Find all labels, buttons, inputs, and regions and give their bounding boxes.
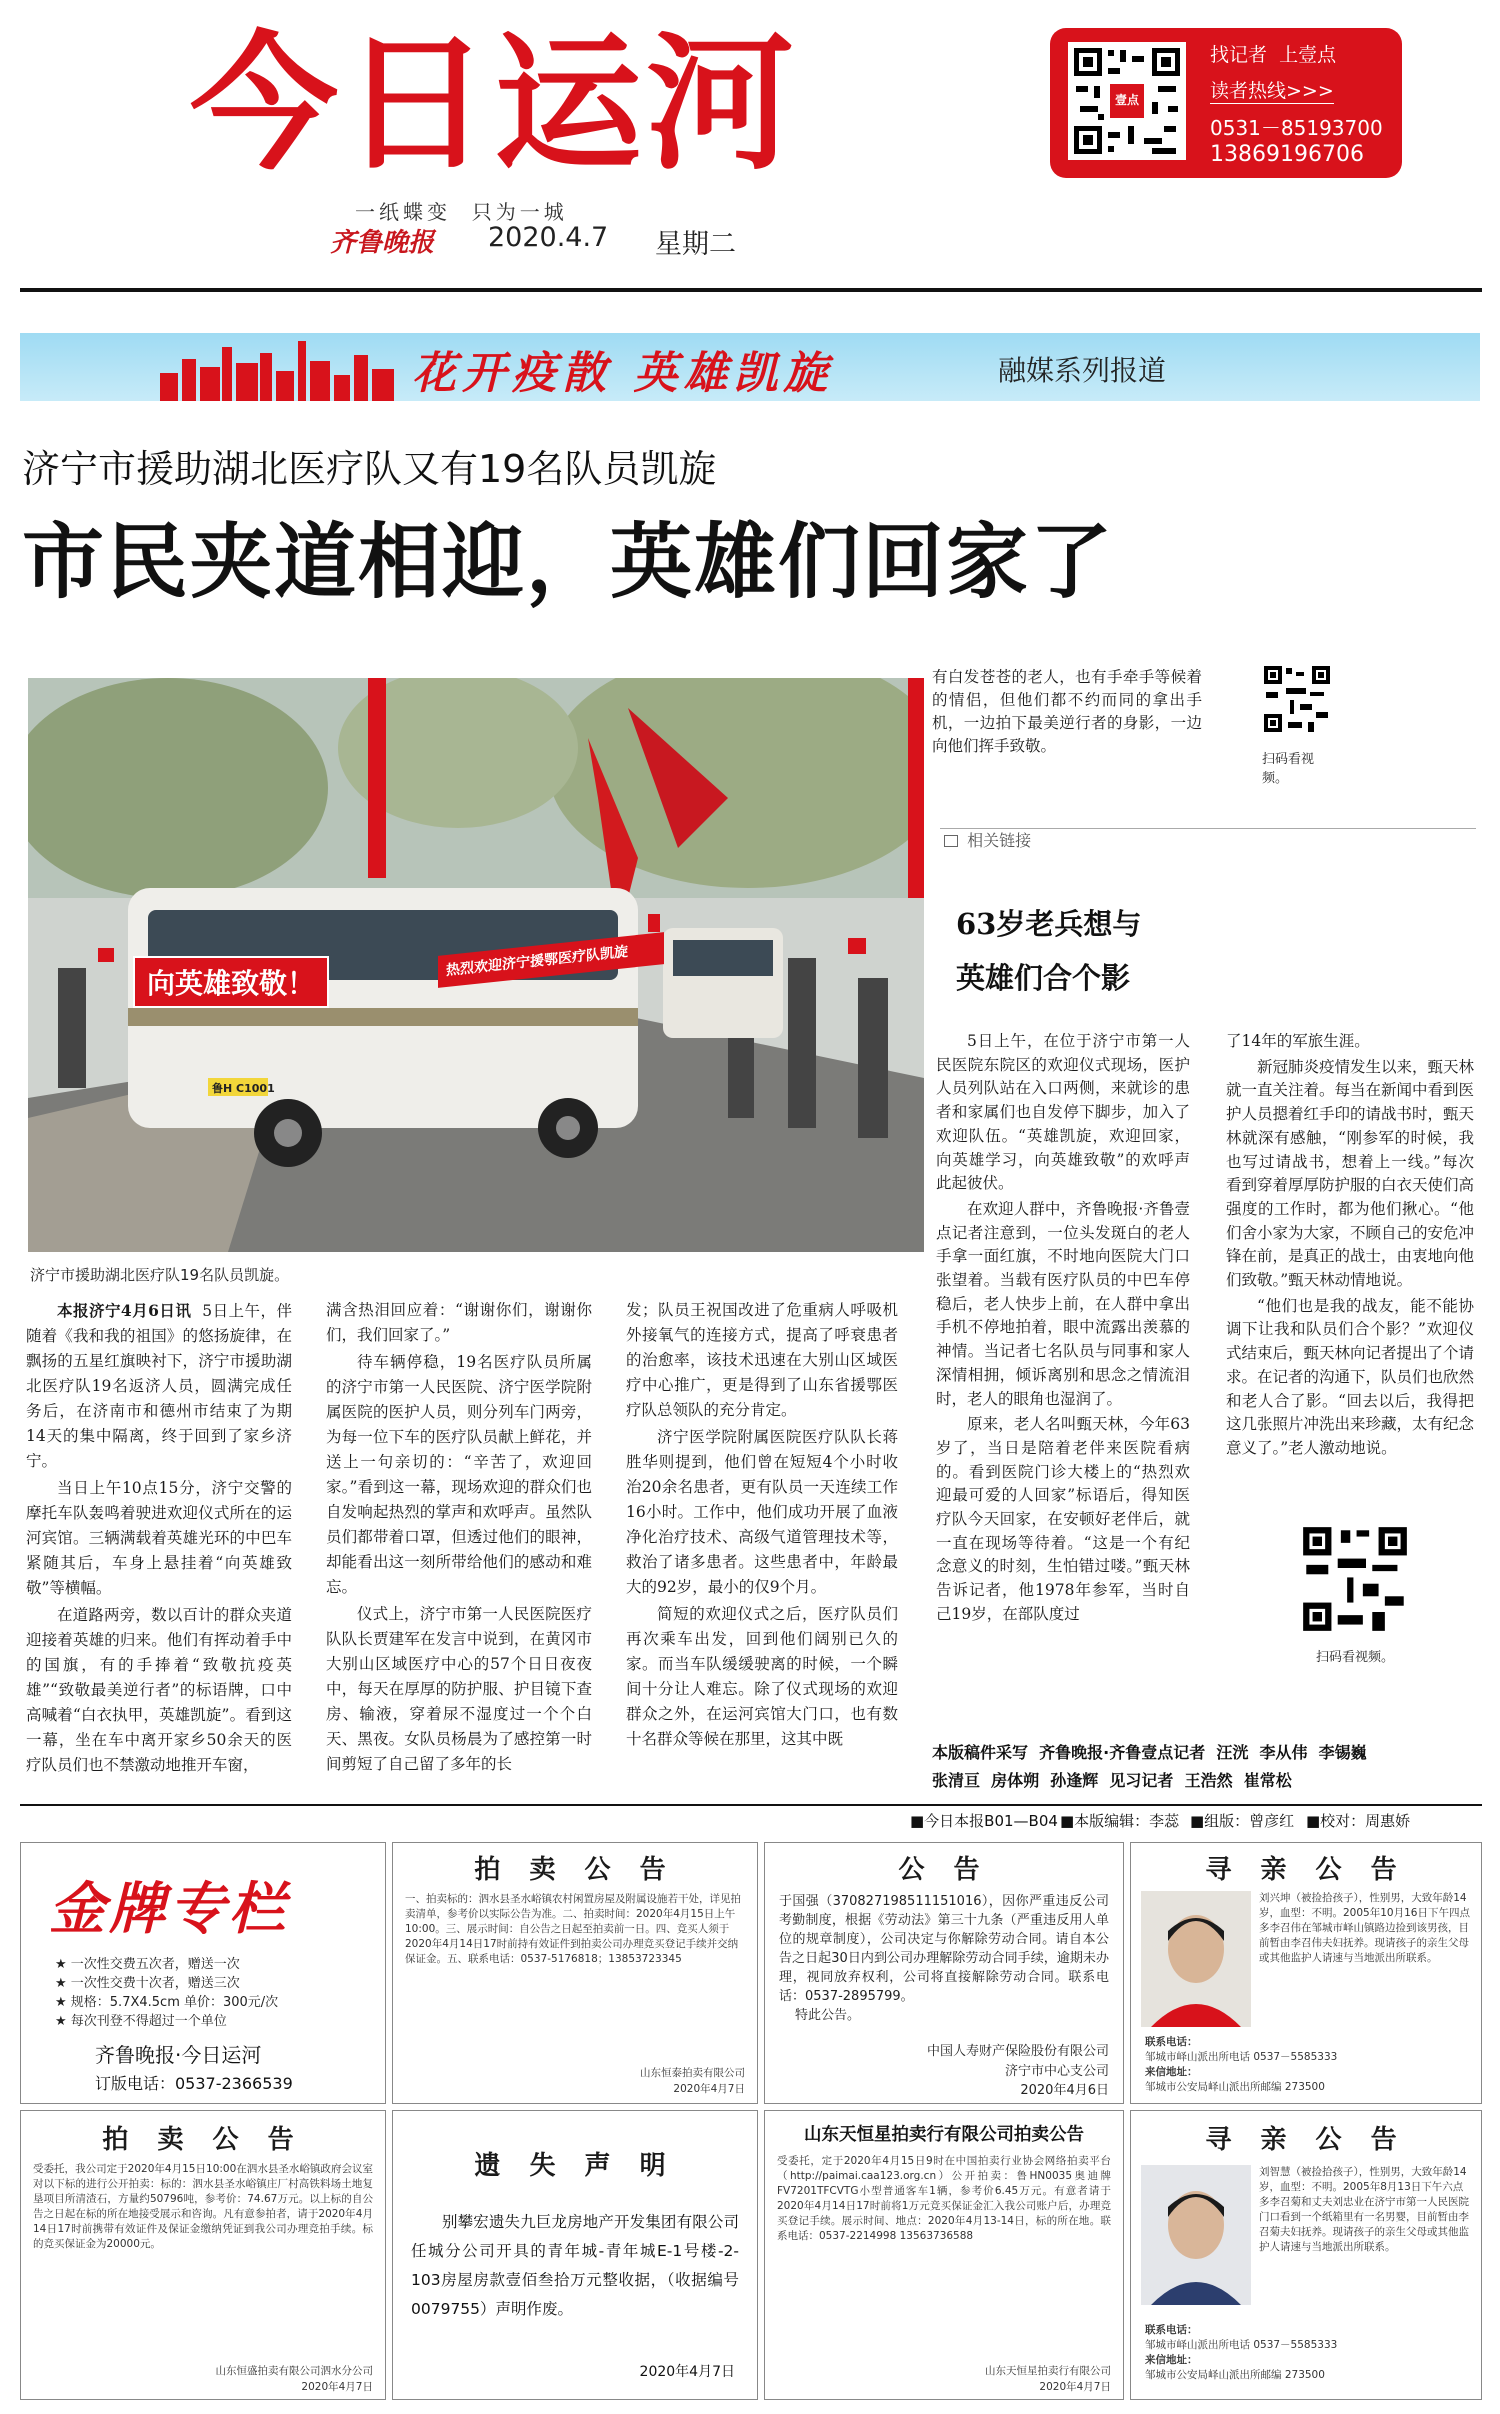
credits-line-1: 本版稿件采写 齐鲁晚报·齐鲁壹点记者 汪洸 李从伟 李锡巍 [932, 1743, 1367, 1762]
search-2-body: 刘智慧（被捡拾孩子），性别男，大致年龄14岁，血型：不明。2005年8月13日下午六点多李召菊和丈夫刘忠业在济宁市第一人民医院门口看到一个纸箱里有一名男婴，目前暂由李召菊夫妇抚养。现请孩子的亲生父母或其他监护人请速与当地派出所联系。 [1259, 2166, 1469, 2253]
page-footer-bar [20, 1804, 1482, 1836]
gold-column-title: 金牌专栏 [49, 1876, 289, 1942]
notice-end: 特此公告。 [795, 2008, 861, 2023]
sidebar-paragraph: 了14年的军旅生涯。 [1226, 1032, 1370, 1050]
auction-2-sign: 山东恒盛拍卖有限公司泗水分公司 [215, 2365, 373, 2377]
related-link-label: 相关链接 [967, 831, 1032, 850]
auction-2-body: 受委托，我公司定于2020年4月15日10:00在泗水县圣水峪镇政府会议室对以下标的进行公开拍卖：标的：泗水县圣水峪镇庄厂村高铁料场土地复垦项目所清渣石，方量约50796吨，参考价：74.67万元。以上标的自公告之日起在标的所在地接受展示和咨询。凡有意参拍者，请于2020年4月14日17时前携带有效证件及保证金缴纳凭证到我公司办理竞拍手续。标的竞买保证金为20000元。 [33, 2163, 373, 2250]
auction-1-sign: 山东恒泰拍卖有限公司 [640, 2067, 745, 2079]
search-1-contact-label: 联系电话： [1145, 2036, 1198, 2048]
footer-editor: ■本版编辑：李蕊 [1060, 1812, 1180, 1830]
auction-3-body: 受委托，定于2020年4月15日9时在中国拍卖行业协会网络拍卖平台（http://paimai.caa123.org.cn）公开拍卖：鲁HN0035奥迪牌FV7201TFCVTG小型普通客车1辆，参考价6.45万元。有意者请于2020年4月14日17时前将1万元竞买保证金汇入我公司账户后，办理竞买登记手续。展示时间、地点：2020年4月13-14日，标的所在地。联系电话：0537-2214998 13563736588 [777, 2155, 1111, 2242]
series-banner [20, 333, 1480, 401]
search-1-contact [1145, 2035, 1475, 2095]
reporter-box [1050, 28, 1402, 178]
footer-designer: ■组版：曾彦红 [1190, 1812, 1295, 1830]
auction-1-title: 拍 卖 公 告 [474, 1855, 676, 1885]
article-paragraph: 济宁医学院附属医院医疗队队长蒋胜华则提到，他们曾在短短4个小时收治20余名患者，更有队员一天连续工作16小时。工作中，他们成功开展了血液净化治疗技术、高级气道管理技术等，救治了诸多患者。这些患者中，年龄最大的92岁，最小的仅9个月。 [626, 1428, 898, 1596]
notice-title: 公 告 [898, 1855, 990, 1885]
gold-term-1: ★ 一次性交费五次者，赠送一次 [55, 1957, 240, 1972]
article-headline: 市民夹道相迎，英雄们回家了 [22, 514, 1115, 610]
auction-2-date: 2020年4月7日 [301, 2381, 373, 2393]
search-2-contact-phone: 邹城市峄山派出所电话 0537－5585333 [1145, 2339, 1338, 2351]
dateline: 本报济宁4月6日讯 [57, 1301, 192, 1320]
auction-1-body: 一、拍卖标的：泗水县圣水峪镇农村闲置房屋及附属设施若干处，详见拍卖清单，参考价以实际公告为准。二、拍卖时间：2020年4月15日上午10:00。三、展示时间：自公告之日起至拍卖前一日。四、竞买人须于2020年4月14日17时前持有效证件到拍卖公司办理竞买登记手续并交纳保证金。五、联系电话：0537-5176818；13853723345 [405, 1893, 741, 1965]
reporter-phone1: 0531－85193700 [1210, 116, 1383, 140]
search-2-child-photo [1141, 2165, 1251, 2305]
search-1-child-photo [1141, 1891, 1251, 2027]
search-1-contact-address: 邹城市公安局峄山派出所邮编 273500 [1145, 2081, 1325, 2093]
article-paragraph: 待车辆停稳，19名医疗队员所属的济宁市第一人民医院、济宁医学院附属医院的医护人员，则分列车门两旁，为每一位下车的医疗队员献上鲜花，并送上一句亲切的：“辛苦了，欢迎回家。”看到这一幕，现场欢迎的群众们也自发响起热烈的掌声和欢呼声。虽然队员们都带着口罩，但透过他们的眼神，却能看出这一刻所带给他们的感动和难忘。 [326, 1353, 592, 1596]
search-1-contact-phone: 邹城市峄山派出所电话 0537－5585333 [1145, 2051, 1338, 2063]
ad-search-relative-2 [1130, 2110, 1482, 2400]
gold-column-brand: 齐鲁晚报·今日运河 [95, 2043, 262, 2067]
search-1-body: 刘兴坤（被捡拾孩子），性别男，大致年龄14岁，血型：不明。2005年10月16日下午四点多李召伟在邹城市峄山镇路边捡到该男孩，目前暂由李召伟夫妇抚养。现请孩子的亲生父母或其他监护人请速与当地派出所联系。 [1259, 1892, 1470, 1964]
gold-term-4: ★ 每次刊登不得超过一个单位 [55, 2014, 227, 2029]
auction-3-date: 2020年4月7日 [1039, 2381, 1111, 2393]
photo-bus-banner-side: 热烈欢迎济宁援鄂医疗队凯旋 [438, 932, 664, 988]
footer-page-code: ■今日本报B01—B04 [910, 1812, 1058, 1830]
search-1-contact-label-2: 来信地址： [1145, 2066, 1198, 2078]
lost-body: 别攀宏遗失九巨龙房地产开发集团有限公司任城分公司开具的青年城-青年城E-1号楼-2-103房屋房款壹佰叁拾万元整收据，（收据编号0079755）声明作废。 [411, 2213, 739, 2318]
gold-column-terms [55, 1955, 278, 2031]
gold-term-2: ★ 一次性交费十次者，赠送三次 [55, 1976, 240, 1991]
article-column-2 [326, 1298, 592, 1779]
gold-column-phone: 订版电话：0537-2366539 [95, 2074, 293, 2093]
masthead-slogan: 一纸蝶变 只为一城 [355, 200, 568, 224]
photo-license-plate: 鲁H C1001 [212, 1082, 275, 1095]
auction-2-title: 拍 卖 公 告 [102, 2125, 304, 2155]
search-2-contact-label: 联系电话： [1145, 2324, 1198, 2336]
article-paragraph: 有白发苍苍的老人，也有手牵手等候着的情侣，但他们都不约而同的拿出手机，一边拍下最美逆行者的身影，一边向他们挥手致敬。 [932, 668, 1202, 755]
sidebar-column-2 [1226, 1030, 1474, 1463]
search-2-contact [1145, 2323, 1475, 2383]
notice-sign-2: 济宁市中心支公司 [1004, 2064, 1109, 2079]
photo-bus-banner-front: 向英雄致敬！ [133, 956, 329, 1008]
sidebar-paragraph: 新冠肺炎疫情发生以来，甄天林就一直关注着。每当在新闻中看到医护人员摁着红手印的请战书时，甄天林就深有感触，“刚参军的时候，我也写过请战书，想着上一线。”每次看到穿着厚厚防护服的白衣天使们高强度的工作时，都为他们揪心。“他们舍小家为大家，不顾自己的安危冲锋在前，是真正的战士，由衷地向他们致敬。”甄天林动情地说。 [1226, 1057, 1475, 1290]
article-paragraph: 在道路两旁，数以百计的群众夹道迎接着英雄的归来。他们有挥动着手中的国旗，有的手捧着“致敬抗疫英雄”“致敬最美逆行者”的标语牌，口中高喊着“白衣执甲，英雄凯旋”。看到这一幕，坐在车中离开家乡50余天的医疗队员们也不禁激动地推开车窗， [26, 1606, 292, 1774]
issue-date: 2020.4.7 [488, 222, 609, 253]
sidebar-column-1 [936, 1030, 1190, 1629]
search-2-title: 寻 亲 公 告 [1205, 2125, 1407, 2155]
notice-body: 于国强（370827198511151016），因你严重违反公司考勤制度，根据《劳动法》第三十九条（严重违反用人单位的规章制度），公司决定与你解除劳动合同。请自本公告之日起30日内到公司办理解除劳动合同手续，逾期未办理，视同放弃权利，公司将直接解除劳动合同。联系电话：0537-2895799。 [779, 1894, 1109, 2004]
reporter-qr-center-label: 壹点 [1114, 93, 1139, 107]
search-2-contact-label-2: 来信地址： [1145, 2354, 1198, 2366]
article-paragraph: 满含热泪回应着：“谢谢你们，谢谢你们，我们回家了。” [326, 1301, 592, 1344]
sidebar-paragraph: “他们也是我的战友，能不能协调下让我和队员们合个影？”欢迎仪式结束后，甄天林向记者提出了个请求。在记者的沟通下，队员们也欣然和老人合了影。“回去以后，我得把这几张照片冲洗出来珍藏，太有纪念意义了。”老人激动地说。 [1226, 1296, 1475, 1457]
article-column-1 [26, 1298, 292, 1780]
credits-line-2: 张清亘 房体朔 孙逢辉 见习记者 王浩然 崔常松 [932, 1771, 1292, 1790]
auction-1-date: 2020年4月7日 [673, 2083, 745, 2095]
qr-caption-2: 扫码看视频。 [1315, 1650, 1394, 1665]
notice-sign-1: 中国人寿财产保险股份有限公司 [926, 2044, 1109, 2059]
ad-gold-column [20, 1842, 386, 2104]
lost-date: 2020年4月7日 [639, 2364, 735, 2380]
masthead-title: 今日运河 [190, 16, 798, 190]
sidebar-title-line-1: 63岁老兵想与 [956, 907, 1142, 941]
notice-date: 2020年4月6日 [1020, 2083, 1109, 2098]
footer-proof: ■校对：周惠娇 [1306, 1812, 1411, 1830]
gold-term-3: ★ 规格：5.7X4.5cm 单价：300元/次 [55, 1995, 279, 2010]
reporter-line1: 找记者 上壹点 [1210, 44, 1337, 66]
ad-auction-3 [764, 2110, 1124, 2400]
lost-title: 遗 失 声 明 [474, 2151, 676, 2181]
article-paragraph: 5日上午，伴随着《我和我的祖国》的悠扬旋律，在飘扬的五星红旗映衬下，济宁市援助湖北医疗队19名返济人员，圆满完成任务后，在济南市和德州市结束了为期14天的集中隔离，终于回到了家乡济宁。 [26, 1302, 292, 1470]
reporter-phone2: 13869196706 [1210, 142, 1364, 167]
article-subtitle: 济宁市援助湖北医疗队又有19名队员凯旋 [22, 447, 717, 491]
photo-caption: 济宁市援助湖北医疗队19名队员凯旋。 [30, 1266, 290, 1284]
article-column-3 [626, 1298, 898, 1754]
sidebar-title-line-2: 英雄们合个影 [956, 961, 1131, 995]
article-paragraph: 仪式上，济宁市第一人民医院医疗队队长贾建军在发言中说到，在黄冈市大别山区域医疗中心的57个日日夜夜中，每天在厚厚的防护服、护目镜下查房、输液，穿着尿不湿度过一个个白天、黑夜。女队员杨晨为了感控第一时间剪短了自己留了多年的长 [326, 1605, 592, 1773]
video-qr-code-2[interactable] [1300, 1524, 1410, 1690]
video-qr-code-1[interactable] [1262, 664, 1332, 786]
masthead-rule [20, 288, 1482, 292]
ad-auction-2 [20, 2110, 386, 2400]
banner-slogan: 花开疫散 英雄凯旋 [412, 348, 834, 399]
ad-search-relative-1 [1130, 1842, 1482, 2104]
issue-weekday: 星期二 [655, 229, 736, 260]
article-column-4 [932, 666, 1202, 760]
article-paragraph: 发；队员王祝国改进了危重病人呼吸机外接氧气的连接方式，提高了呼衰患者的治愈率，该技术迅速在大别山区域医疗中心推广，更是得到了山东省援鄂医疗队总领队的充分肯定。 [626, 1301, 898, 1419]
search-2-contact-address: 邹城市公安局峄山派出所邮编 273500 [1145, 2369, 1325, 2381]
banner-series-label: 融媒系列报道 [998, 354, 1167, 387]
sidebar-paragraph: 原来，老人名叫甄天林，今年63岁了，当日是陪着老伴来医院看病的。看到医院门诊大楼上的“热烈欢迎最可爱的人回家”标语后，得知医疗队今天回家，在安顿好老伴后，就一直在现场等待着。“这是一个有纪念意义的时刻，生怕错过喽。”甄天林告诉记者，他1978年参军，当时自己19岁，在部队度过 [936, 1415, 1190, 1623]
related-link-header [940, 828, 1476, 853]
related-link-icon [944, 835, 958, 847]
sidebar-paragraph: 在欢迎人群中，齐鲁晚报·齐鲁壹点记者注意到，一位头发斑白的老人手拿一面红旗，不时地向医院大门口张望着。当载有医疗队员的中巴车停稳后，老人快步上前，在人群中拿出手机不停地拍着，眼中流露出羡慕的神情。当记者七名队员与同事和家人深情相拥，倾诉离别和思念之情流泪时，老人的眼角也湿润了。 [936, 1199, 1190, 1408]
ad-notice [764, 1842, 1124, 2104]
reporter-qr-code[interactable] [1068, 42, 1186, 160]
sidebar-paragraph: 5日上午，在位于济宁市第一人民医院东院区的欢迎仪式现场，医护人员列队站在入口两侧，来就诊的患者和家属们也自发停下脚步，加入了欢迎队伍。“英雄凯旋，欢迎回家，向英雄学习，向英雄致敬”的欢呼声此起彼伏。 [936, 1032, 1190, 1193]
qr-caption-1: 扫码看视频。 [1262, 752, 1315, 786]
article-paragraph: 当日上午10点15分，济宁交警的摩托车队轰鸣着驶进欢迎仪式所在的运河宾馆。三辆满载着英雄光环的中巴车紧随其后，车身上悬挂着“向英雄致敬”等横幅。 [26, 1479, 292, 1597]
auction-3-sign: 山东天恒星拍卖行有限公司 [985, 2365, 1111, 2377]
ad-auction-1 [392, 1842, 758, 2104]
search-1-title: 寻 亲 公 告 [1205, 1855, 1407, 1885]
ad-lost-statement [392, 2110, 758, 2400]
reporter-line2: 读者热线>>> [1210, 76, 1334, 104]
article-paragraph: 简短的欢迎仪式之后，医疗队员们再次乘车出发，回到他们阔别已久的家。而当车队缓缓驶离的时候，一个瞬间十分让人难忘。除了仪式现场的欢迎群众之外，在运河宾馆大门口，也有数十名群众等候在那里，这其中既 [626, 1605, 898, 1748]
auction-3-title: 山东天恒星拍卖行有限公司拍卖公告 [804, 2125, 1084, 2145]
article-photo [28, 678, 924, 1252]
publisher-logo: 齐鲁晚报 [330, 228, 435, 258]
